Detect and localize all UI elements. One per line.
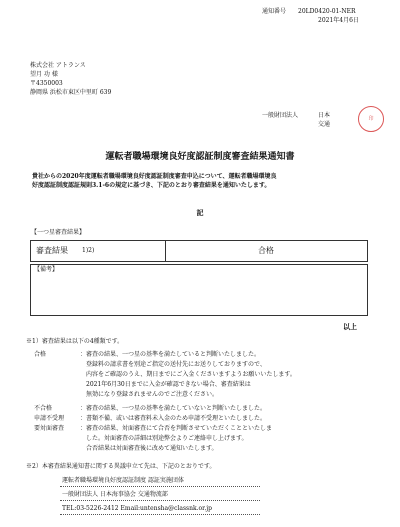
note-rejected-line: ：書類不備、或いは審査料未入金のため申請不受理といたしました。	[80, 415, 267, 422]
intro-line-2: 好度認証制度認証規則3.1-6の規定に基づき、下記のとおり審査結果を通知いたします。	[32, 182, 271, 189]
note-fail-line: ：審査の結果、一つ星の基準を満たしていないと判断いたしました。	[80, 405, 267, 412]
contact-line: TEL:03-5226-2412 Email:untensha@classnk.or.jp	[62, 505, 212, 512]
contact-underline	[60, 514, 260, 515]
issuer-org-type: 一般財団法人	[262, 112, 299, 119]
note-pass-line: 登録料の請求書を別途ご指定の送付先にお送りしておりますので、	[86, 361, 266, 368]
section-one-star-heading: 【一つ星審査結果】	[31, 229, 86, 236]
note-interview-line: した。対面審査の詳細は別途弊会よりご連絡申し上げます。	[86, 435, 248, 442]
recipient-person: 望月 功 様	[30, 71, 58, 78]
notice-label: 通知番号	[262, 8, 287, 15]
intro-line-1: 貴社からの2020年度運転者職場環境良好度認証制度審査申込について、運転者職場環境良	[32, 173, 277, 180]
note2-heading: ※2）本審査結果通知書に関する異議申立て先は、下記のとおりです。	[26, 463, 216, 470]
notice-number: 20LD0420-01-NER	[298, 8, 356, 15]
result-note-ref: 1)2)	[82, 247, 95, 254]
seal-stamp-icon	[358, 106, 384, 132]
issue-date: 2021年4月6日	[318, 17, 359, 24]
recipient-address: 静岡県 浜松市東区中里町 639	[30, 89, 112, 96]
document-title: 運転者職場環境良好度認証制度審査結果通知書	[105, 152, 295, 162]
note-interview-line: 合否結果は対面審査後に改めて通知いたします。	[86, 445, 218, 452]
note-pass-line: 2021年6月30日までに入金が確認できない場合、審査結果は	[86, 381, 251, 388]
note-label-fail: 不合格	[34, 405, 53, 412]
issuer-org-name: 日本	[318, 112, 331, 119]
note1-heading: ※1）審査結果は以下の4種類です。	[26, 338, 124, 345]
note-label-rejected: 申請不受理	[34, 415, 65, 422]
recipient-company: 株式会社 アトランス	[30, 62, 86, 69]
result-value: 合格	[258, 246, 274, 255]
seal-stamp-text: 印	[368, 116, 374, 122]
contact-underline	[60, 486, 260, 487]
contact-line: 運転者職場環境良好度認証制度 認証実施団体	[62, 477, 184, 484]
ki-marker: 記	[196, 208, 204, 217]
note-interview-line: ：審査の結果、対面審査にて合否を判断させていただくことといたしま	[80, 425, 273, 432]
remarks-box	[30, 264, 368, 316]
contact-line: 一般財団法人 日本海事協会 交通物流部	[62, 491, 168, 498]
note-label-interview: 要対面審査	[34, 425, 65, 432]
issuer-dept: 交通	[318, 121, 331, 128]
note-label-pass: 合格	[34, 351, 47, 358]
note-pass-line: ：審査の結果、一つ星の基準を満たしていると判断いたしました。	[80, 351, 261, 358]
note-pass-line: 無効になり登録されませんのでご注意ください。	[86, 391, 219, 398]
recipient-postal: 〒4350003	[30, 80, 63, 87]
result-label: 審査結果	[36, 246, 68, 255]
contact-underline	[60, 500, 260, 501]
remarks-label: 【備考】	[34, 266, 59, 273]
ijo-marker: 以上	[343, 322, 357, 331]
note-pass-line: 内容をご確認のうえ、期日までにご入金くださいますようお願いいたします。	[86, 371, 296, 378]
